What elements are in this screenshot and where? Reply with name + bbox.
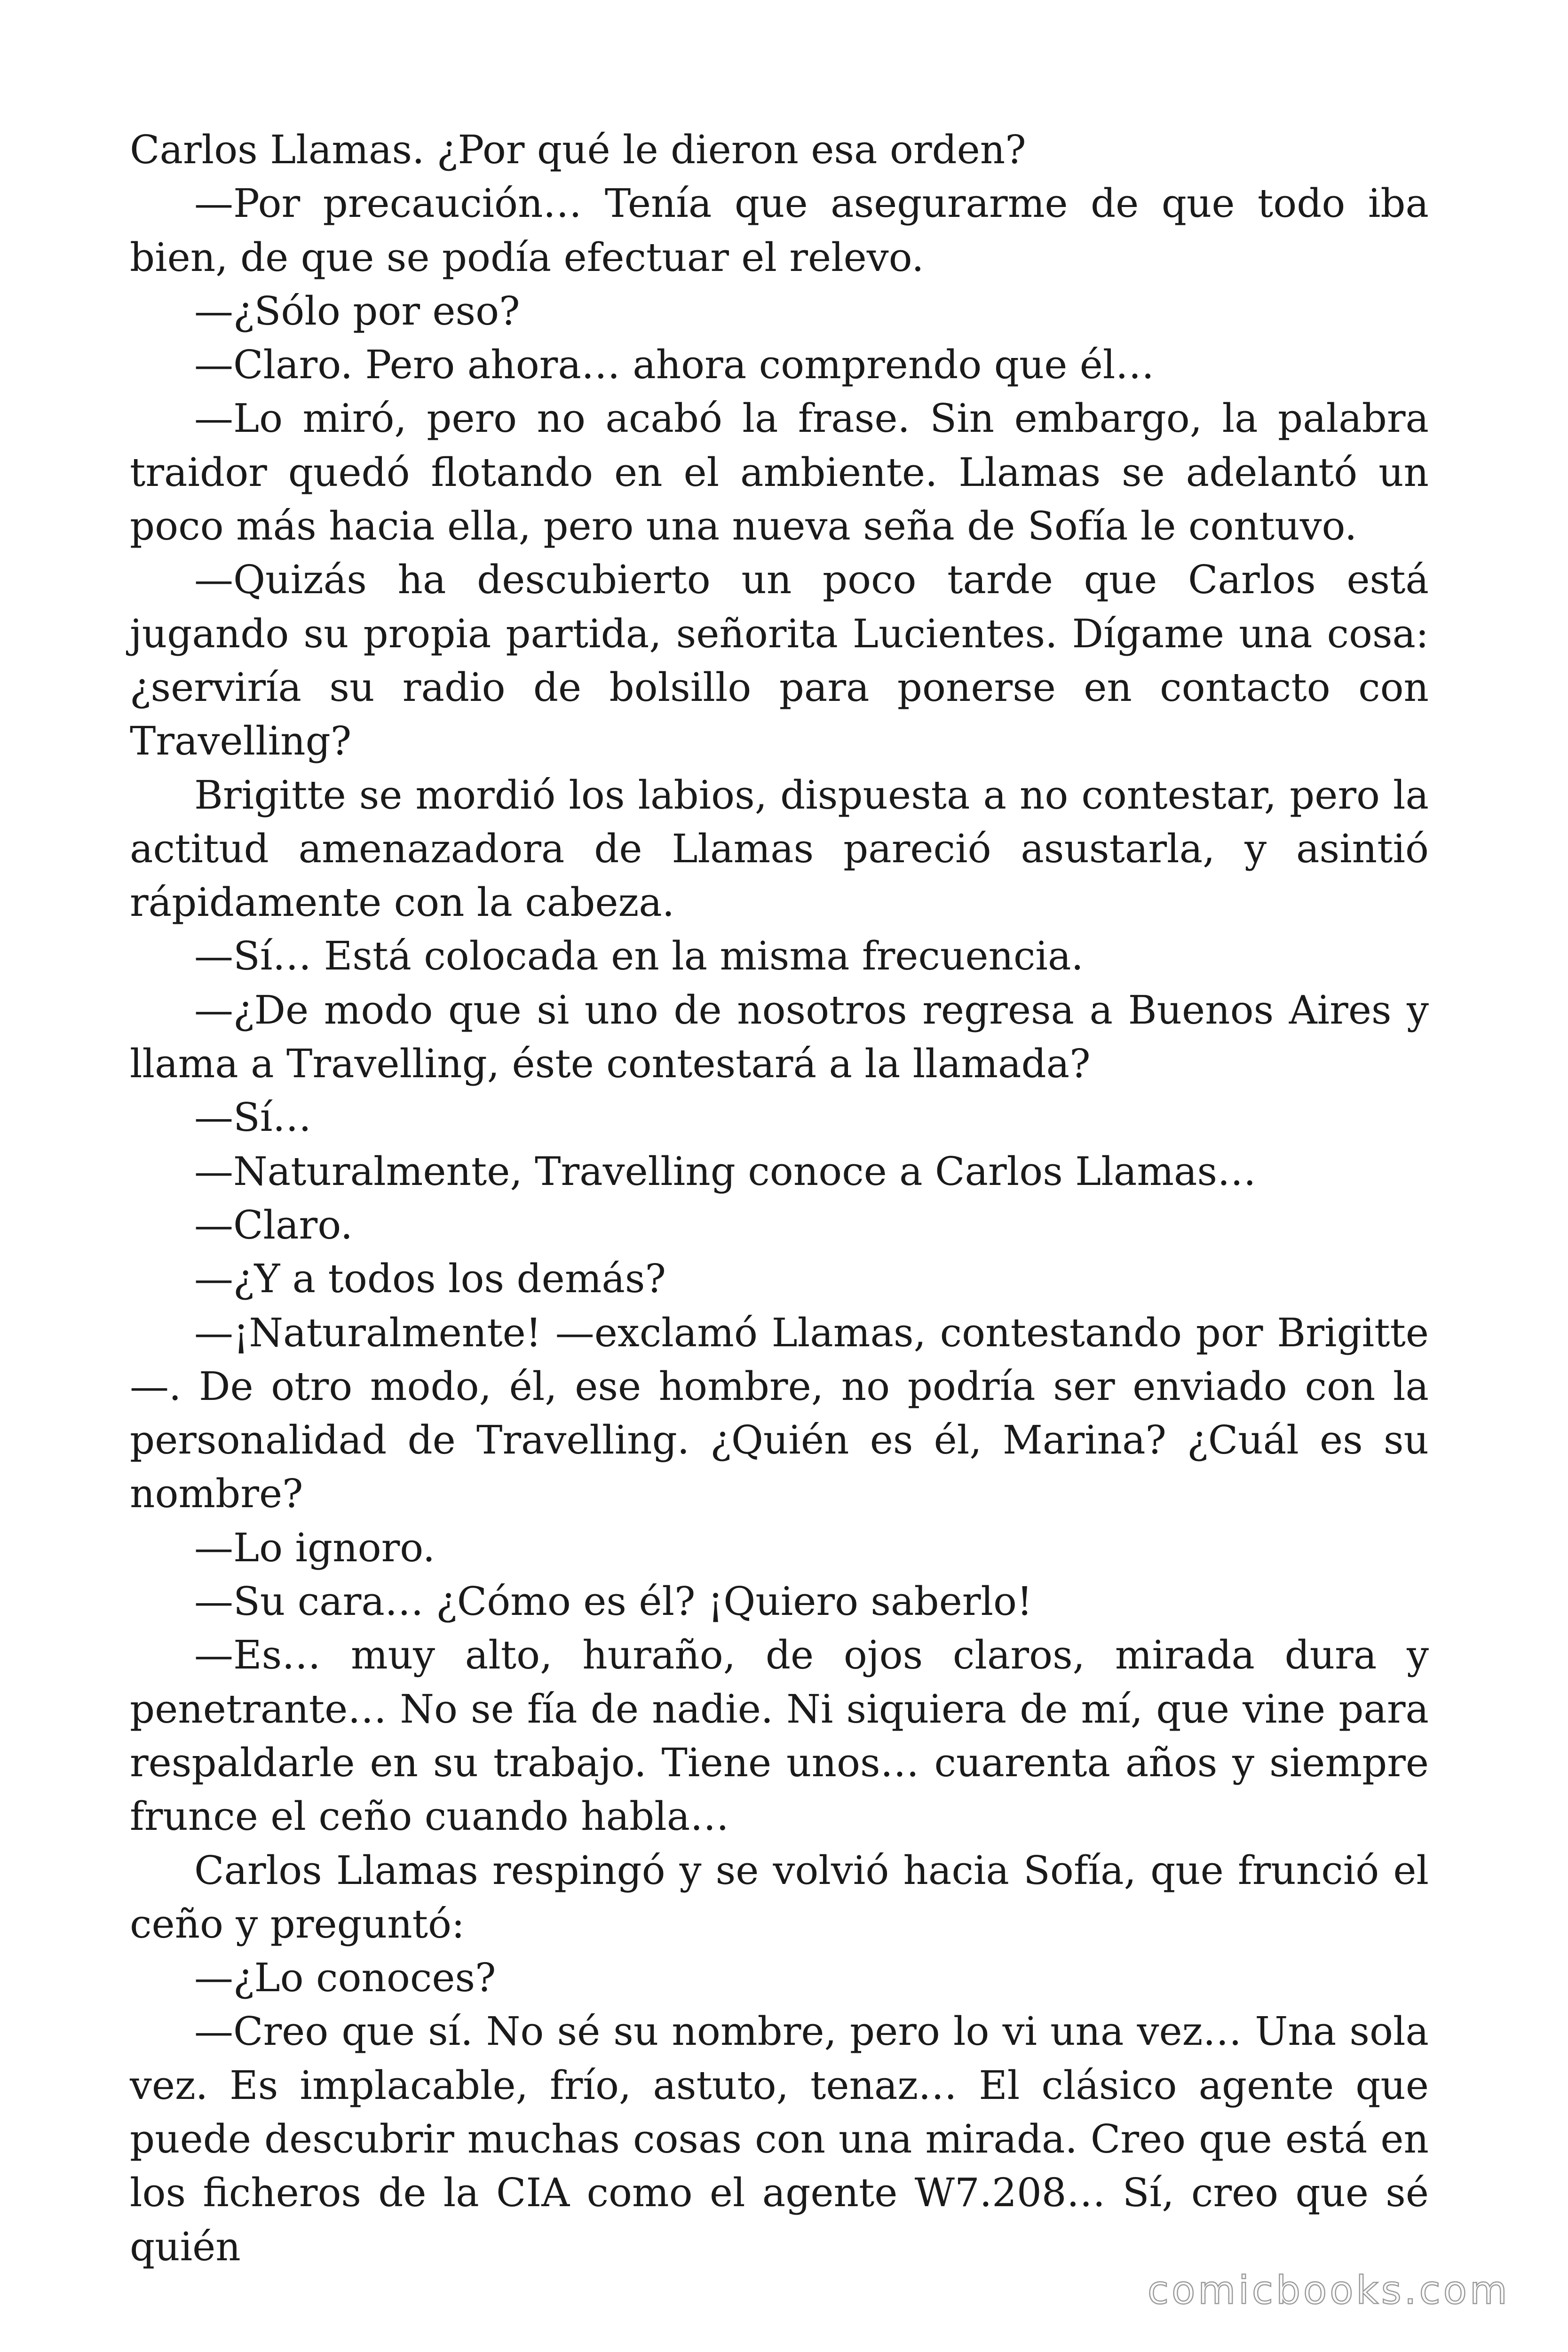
paragraph-16: —Su cara… ¿Cómo es él? ¡Quiero saberlo! — [194, 1579, 1033, 1625]
paragraph-2: —Por precaución… Tenía que asegurarme de que todo iba bien, de que se podía efectuar el relevo. — [130, 181, 1429, 280]
paragraph-18: Carlos Llamas respingó y se volvió hacia Sofía, que frunció el ceño y preguntó: — [130, 1847, 1429, 1947]
paragraph-9: —¿De modo que si uno de nosotros regresa a Buenos Aires y llama a Travelling, éste contestará a la llamada? — [130, 987, 1429, 1087]
page-text — [130, 123, 1429, 2274]
paragraph-1: Carlos Llamas. ¿Por qué le dieron esa orden? — [130, 127, 1026, 173]
watermark: comicbooks.com — [1148, 2268, 1510, 2313]
paragraph-15: —Lo ignoro. — [194, 1525, 436, 1571]
paragraph-12: —Claro. — [194, 1202, 353, 1248]
paragraph-11: —Naturalmente, Travelling conoce a Carlos Llamas… — [194, 1148, 1257, 1194]
paragraph-13: —¿Y a todos los demás? — [194, 1256, 666, 1302]
paragraph-10: —Sí… — [194, 1095, 312, 1141]
paragraph-20: —Creo que sí. No sé su nombre, pero lo vi una vez… Una sola vez. Es implacable, frío, astuto, tenaz… El clásico agente que puede descubrir muchas cosas con una mirada. Creo que está en los ficheros de la CIA como el agente W7.208… Sí, creo que sé quién — [130, 2009, 1429, 2270]
paragraph-6: —Quizás ha descubierto un poco tarde que Carlos está jugando su propia partida, señorita Lucientes. Dígame una cosa: ¿serviría su radio de bolsillo para ponerse en contacto con Travelling? — [130, 557, 1429, 764]
paragraph-3: —¿Sólo por eso? — [194, 288, 520, 334]
paragraph-5: —Lo miró, pero no acabó la frase. Sin embargo, la palabra traidor quedó flotando en el ambiente. Llamas se adelantó un poco más hacia ella, pero una nueva seña de Sofía le contuvo. — [130, 396, 1429, 549]
paragraph-4: —Claro. Pero ahora… ahora comprendo que él… — [194, 342, 1155, 388]
paragraph-19: —¿Lo conoces? — [194, 1955, 496, 2001]
paragraph-17: —Es… muy alto, huraño, de ojos claros, mirada dura y penetrante… No se fía de nadie. Ni siquiera de mí, que vine para respaldarle en su trabajo. Tiene unos… cuarenta años y siempre frunce el ceño cuando habla… — [130, 1632, 1429, 1840]
paragraph-14: —¡Naturalmente! —exclamó Llamas, contestando por Brigitte—. De otro modo, él, ese hombre, no podría ser enviado con la personalidad de Travelling. ¿Quién es él, Marina? ¿Cuál es su nombre? — [130, 1310, 1429, 1517]
paragraph-7: Brigitte se mordió los labios, dispuesta a no contestar, pero la actitud amenazadora de Llamas pareció asustarla, y asintió rápidamente con la cabeza. — [130, 772, 1429, 926]
paragraph-8: —Sí… Está colocada en la misma frecuencia. — [194, 933, 1084, 979]
